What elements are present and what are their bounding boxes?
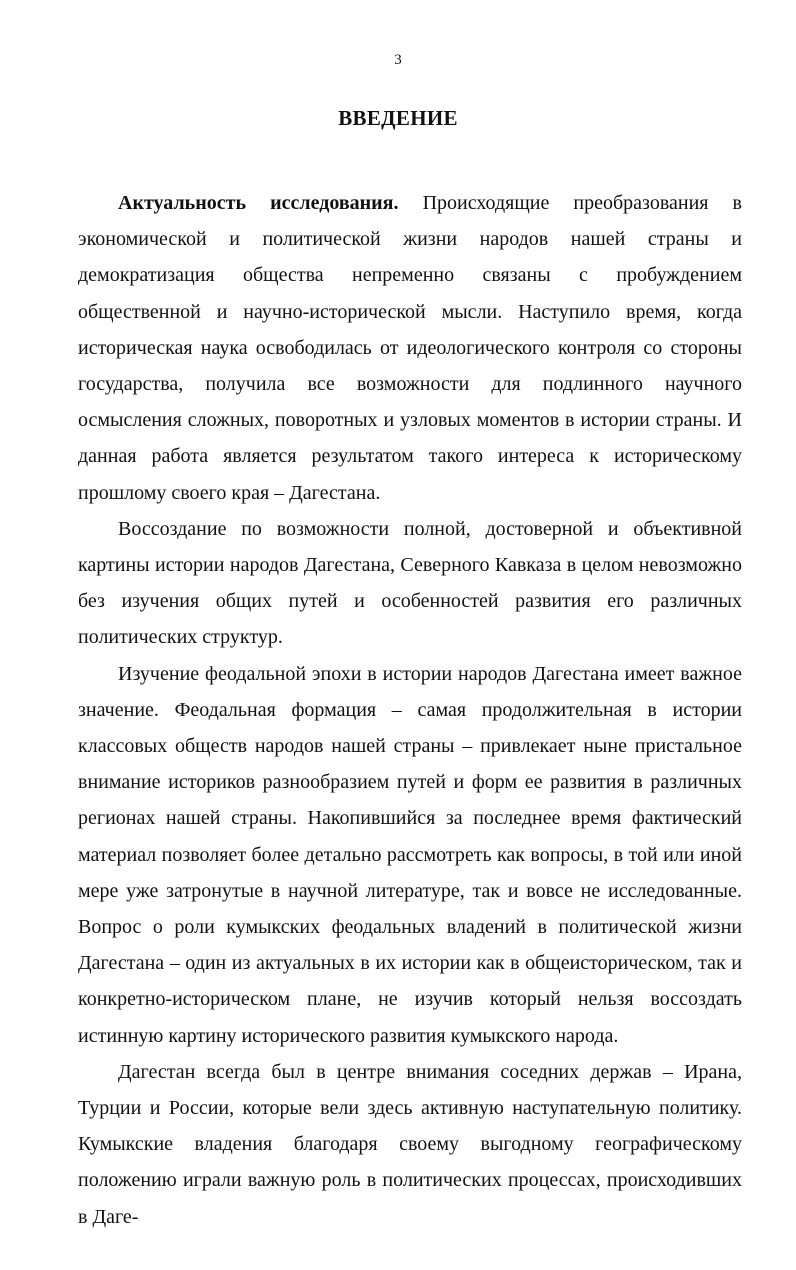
paragraph-lead: Актуальность исследования.	[118, 192, 399, 214]
paragraph-text: Происходящие преобразования в экономической и политической жизни народов нашей страны и демократизация общества непременно связаны с пробуждением общественной и научно-исторической мысли. Наступило время, когда историческая наука освободилась от идеологического контроля со стороны государства, получила все возможности для подлинного научного осмысления сложных, поворотных и узловых моментов в истории страны. И данная работа является результатом такого интереса к историческому прошлому своего края – Дагестана.	[78, 192, 742, 504]
paragraph-neighboring-powers	[78, 1054, 742, 1235]
paragraph-feudal-epoch	[78, 656, 742, 1054]
section-heading: ВВЕДЕНИЕ	[338, 106, 458, 130]
paragraph-text: Воссоздание по возможности полной, достоверной и объективной картины истории народов Дагестана, Северного Кавказа в целом невозможно без изучения общих путей и особенностей развития его различных политических структур.	[78, 517, 742, 649]
paragraph-text: Дагестан всегда был в центре внимания соседних держав – Ирана, Турции и России, которые вели здесь активную наступательную политику. Кумыкские владения благодаря своему выгодному географическому положению играли важную роль в политических процессах, происходивших в Даге-	[78, 1060, 742, 1228]
document-body	[78, 185, 742, 1235]
paragraph-text: Изучение феодальной эпохи в истории народов Дагестана имеет важное значение. Феодальная формация – самая продолжительная в истории классовых обществ народов нашей страны – привлекает ныне пристальное внимание историков разнообразием путей и форм ее развития в различных регионах нашей страны. Накопившийся за последнее время фактический материал позволяет более детально рассмотреть как вопросы, в той или иной мере уже затронутые в научной литературе, так и вовсе не исследованные. Вопрос о роли кумыкских феодальных владений в политической жизни Дагестана – один из актуальных в их истории как в общеисторическом, так и конкретно-историческом плане, не изучив который нельзя воссоздать истинную картину исторического развития кумыкского народа.	[78, 662, 742, 1047]
paragraph-reconstruction	[78, 511, 742, 656]
page-number: 3	[394, 52, 402, 68]
paragraph-relevance	[78, 185, 742, 511]
